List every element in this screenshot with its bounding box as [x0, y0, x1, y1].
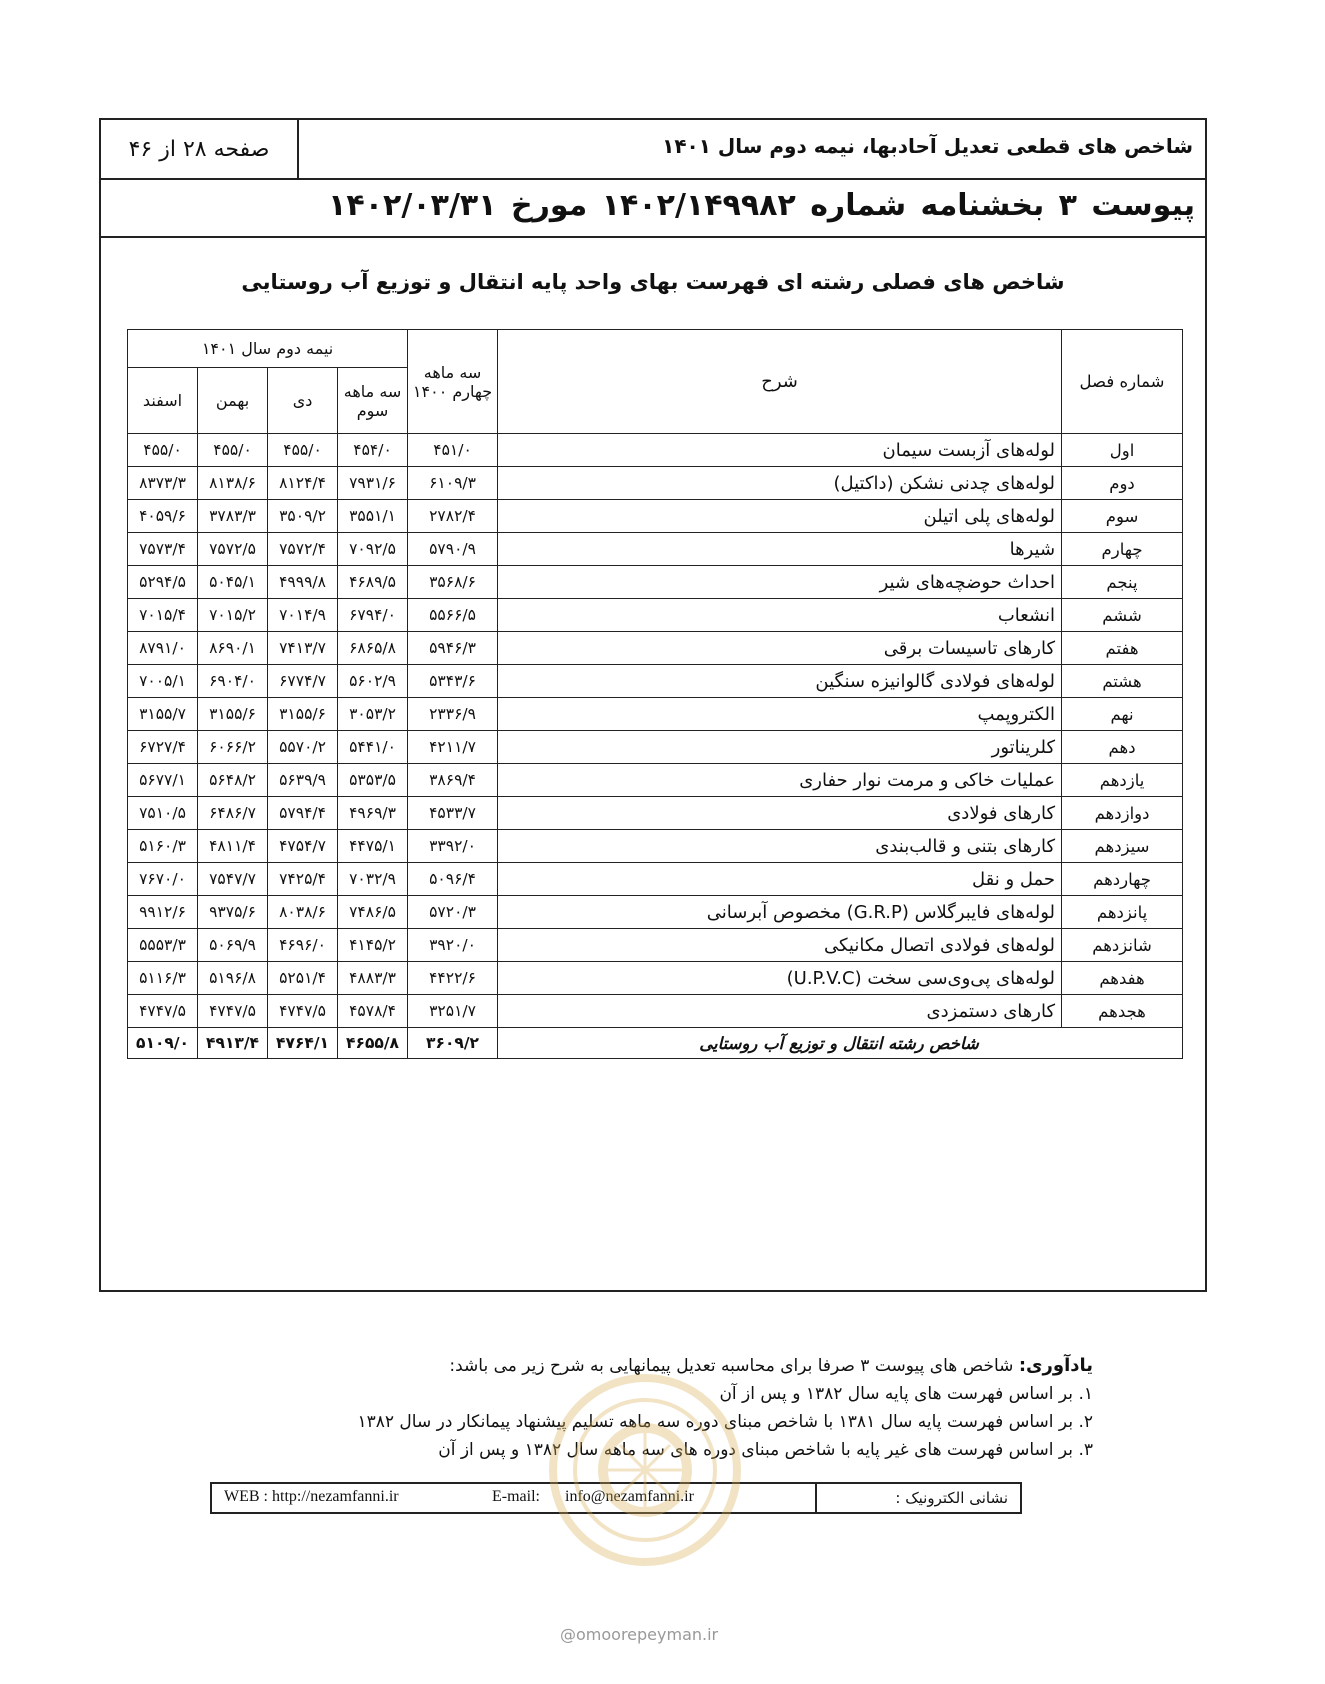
col-header-bahman: بهمن	[198, 368, 268, 434]
cell-q3: ۵۶۰۲/۹	[338, 665, 408, 698]
cell-chapter: پنجم	[1062, 566, 1183, 599]
table-row	[128, 467, 1183, 500]
cell-q3: ۷۰۹۲/۵	[338, 533, 408, 566]
cell-dey: ۷۵۷۲/۴	[268, 533, 338, 566]
cell-chapter: یازدهم	[1062, 764, 1183, 797]
table-row	[128, 995, 1183, 1028]
watermark-seal-icon	[545, 1320, 745, 1590]
cell-esfand: ۷۰۰۵/۱	[128, 665, 198, 698]
cell-total-bahman: ۴۹۱۳/۴	[198, 1028, 268, 1059]
footer-email-link[interactable]: info@nezamfanni.ir	[565, 1488, 694, 1505]
cell-dey: ۵۷۹۴/۴	[268, 797, 338, 830]
cell-description: لوله‌های پلی اتیلن	[498, 500, 1062, 533]
cell-q4-1400: ۵۳۴۳/۶	[408, 665, 498, 698]
col-header-q3	[338, 368, 408, 434]
cell-description: کارهای فولادی	[498, 797, 1062, 830]
cell-description: احداث حوضچه‌های شیر	[498, 566, 1062, 599]
cell-chapter: هجدهم	[1062, 995, 1183, 1028]
cell-dey: ۷۴۲۵/۴	[268, 863, 338, 896]
cell-bahman: ۴۷۴۷/۵	[198, 995, 268, 1028]
cell-q4-1400: ۳۲۵۱/۷	[408, 995, 498, 1028]
table-row	[128, 863, 1183, 896]
table-row	[128, 896, 1183, 929]
cell-q4-1400: ۴۴۲۲/۶	[408, 962, 498, 995]
cell-dey: ۵۵۷۰/۲	[268, 731, 338, 764]
cell-esfand: ۴۷۴۷/۵	[128, 995, 198, 1028]
notes-lead: یادآوری:	[1018, 1355, 1093, 1376]
cell-dey: ۴۷۴۷/۵	[268, 995, 338, 1028]
notes-item-2: ۲. بر اساس فهرست پایه سال ۱۳۸۱ با شاخص مبنای دوره سه ماهه تسلیم پیشنهاد پیمانکار در سال ۱۳۸۲	[357, 1412, 1093, 1432]
cell-chapter: اول	[1062, 434, 1183, 467]
col-header-esfand: اسفند	[128, 368, 198, 434]
cell-q3: ۶۸۶۵/۸	[338, 632, 408, 665]
table-row	[128, 533, 1183, 566]
cell-description: لوله‌های فولادی گالوانیزه سنگین	[498, 665, 1062, 698]
page-number: صفحه ۲۸ از ۴۶	[101, 120, 299, 178]
footer-web-link[interactable]: WEB : http://nezamfanni.ir	[224, 1488, 399, 1505]
cell-q4-1400: ۵۵۶۶/۵	[408, 599, 498, 632]
table-row	[128, 830, 1183, 863]
cell-bahman: ۹۳۷۵/۶	[198, 896, 268, 929]
cell-description: کارهای دستمزدی	[498, 995, 1062, 1028]
cell-esfand: ۶۷۲۷/۴	[128, 731, 198, 764]
cell-description: لوله‌های آزبست سیمان	[498, 434, 1062, 467]
cell-dey: ۴۷۵۴/۷	[268, 830, 338, 863]
cell-q3: ۷۹۳۱/۶	[338, 467, 408, 500]
cell-q3: ۷۴۸۶/۵	[338, 896, 408, 929]
table-row	[128, 632, 1183, 665]
cell-chapter: هفدهم	[1062, 962, 1183, 995]
col-header-q3-line2: سوم	[356, 400, 389, 420]
cell-bahman: ۴۵۵/۰	[198, 434, 268, 467]
cell-bahman: ۷۰۱۵/۲	[198, 599, 268, 632]
cell-chapter: چهاردهم	[1062, 863, 1183, 896]
cell-q3: ۷۰۳۲/۹	[338, 863, 408, 896]
cell-description: کارهای تاسیسات برقی	[498, 632, 1062, 665]
footer-email-label: E-mail:	[492, 1488, 540, 1505]
cell-chapter: دهم	[1062, 731, 1183, 764]
col-header-q4-line1: سه ماهه	[423, 362, 482, 382]
cell-description: لوله‌های پی‌وی‌سی سخت (U.P.V.C)	[498, 962, 1062, 995]
col-header-description: شرح	[498, 330, 1062, 434]
cell-chapter: هشتم	[1062, 665, 1183, 698]
cell-q3: ۶۷۹۴/۰	[338, 599, 408, 632]
cell-q4-1400: ۵۹۴۶/۳	[408, 632, 498, 665]
cell-chapter: شانزدهم	[1062, 929, 1183, 962]
cell-q4-1400: ۴۲۱۱/۷	[408, 731, 498, 764]
cell-dey: ۶۷۷۴/۷	[268, 665, 338, 698]
cell-q4-1400: ۲۷۸۲/۴	[408, 500, 498, 533]
table-row	[128, 929, 1183, 962]
cell-bahman: ۵۰۴۵/۱	[198, 566, 268, 599]
index-table	[127, 329, 1183, 1059]
cell-description: لوله‌های فولادی اتصال مکانیکی	[498, 929, 1062, 962]
cell-bahman: ۵۱۹۶/۸	[198, 962, 268, 995]
cell-chapter: نهم	[1062, 698, 1183, 731]
cell-dey: ۳۱۵۵/۶	[268, 698, 338, 731]
cell-chapter: سیزدهم	[1062, 830, 1183, 863]
table-total-row	[128, 1028, 1183, 1059]
table-row	[128, 500, 1183, 533]
cell-q4-1400: ۳۹۲۰/۰	[408, 929, 498, 962]
cell-q4-1400: ۴۵۳۳/۷	[408, 797, 498, 830]
cell-chapter: دوم	[1062, 467, 1183, 500]
cell-dey: ۸۱۲۴/۴	[268, 467, 338, 500]
cell-esfand: ۹۹۱۲/۶	[128, 896, 198, 929]
cell-total-q3: ۴۶۵۵/۸	[338, 1028, 408, 1059]
appendix-row	[101, 180, 1205, 238]
table-subtitle: شاخص های فصلی رشته ای فهرست بهای واحد پایه انتقال و توزیع آب روستایی	[241, 270, 1065, 294]
table-row	[128, 764, 1183, 797]
header-row	[101, 120, 1205, 180]
cell-q3: ۴۵۴/۰	[338, 434, 408, 467]
cell-q3: ۴۸۸۳/۳	[338, 962, 408, 995]
col-header-q4-line2: چهارم ۱۴۰۰	[412, 381, 493, 401]
cell-description: شیرها	[498, 533, 1062, 566]
cell-chapter: دوازدهم	[1062, 797, 1183, 830]
col-header-chapter: شماره فصل	[1062, 330, 1183, 434]
cell-q4-1400: ۵۷۹۰/۹	[408, 533, 498, 566]
header-title: شاخص های قطعی تعدیل آحادبها، نیمه دوم سال ۱۴۰۱	[662, 134, 1193, 158]
cell-q4-1400: ۳۵۶۸/۶	[408, 566, 498, 599]
cell-dey: ۳۵۰۹/۲	[268, 500, 338, 533]
table-row	[128, 665, 1183, 698]
cell-esfand: ۵۵۵۳/۳	[128, 929, 198, 962]
cell-dey: ۷۰۱۴/۹	[268, 599, 338, 632]
cell-bahman: ۷۵۴۷/۷	[198, 863, 268, 896]
col-header-q4-1400	[408, 330, 498, 434]
cell-q3: ۵۳۵۳/۵	[338, 764, 408, 797]
col-header-q3-line1: سه ماهه	[343, 381, 402, 401]
cell-bahman: ۸۱۳۸/۶	[198, 467, 268, 500]
cell-description: لوله‌های فایبرگلاس (G.R.P) مخصوص آبرسانی	[498, 896, 1062, 929]
credit-watermark: @omoorepeyman.ir	[560, 1625, 719, 1644]
cell-description: لوله‌های چدنی نشکن (داکتیل)	[498, 467, 1062, 500]
col-header-dey: دی	[268, 368, 338, 434]
cell-dey: ۵۶۳۹/۹	[268, 764, 338, 797]
cell-q3: ۳۵۵۱/۱	[338, 500, 408, 533]
cell-q4-1400: ۶۱۰۹/۳	[408, 467, 498, 500]
cell-esfand: ۴۰۵۹/۶	[128, 500, 198, 533]
cell-esfand: ۵۶۷۷/۱	[128, 764, 198, 797]
cell-esfand: ۷۰۱۵/۴	[128, 599, 198, 632]
cell-esfand: ۵۲۹۴/۵	[128, 566, 198, 599]
cell-esfand: ۷۵۱۰/۵	[128, 797, 198, 830]
cell-q3: ۴۵۷۸/۴	[338, 995, 408, 1028]
cell-dey: ۴۹۹۹/۸	[268, 566, 338, 599]
cell-total-dey: ۴۷۶۴/۱	[268, 1028, 338, 1059]
cell-esfand: ۷۶۷۰/۰	[128, 863, 198, 896]
cell-q3: ۴۴۷۵/۱	[338, 830, 408, 863]
cell-total-label: شاخص رشته انتقال و توزیع آب روستایی	[498, 1028, 1183, 1059]
cell-esfand: ۷۵۷۳/۴	[128, 533, 198, 566]
cell-dey: ۴۶۹۶/۰	[268, 929, 338, 962]
table-row	[128, 731, 1183, 764]
cell-description: حمل و نقل	[498, 863, 1062, 896]
cell-description: کلریناتور	[498, 731, 1062, 764]
cell-q4-1400: ۳۸۶۹/۴	[408, 764, 498, 797]
cell-dey: ۵۲۵۱/۴	[268, 962, 338, 995]
cell-bahman: ۴۸۱۱/۴	[198, 830, 268, 863]
cell-esfand: ۸۳۷۳/۳	[128, 467, 198, 500]
appendix-title: پیوست ۳ بخشنامه شماره ۱۴۰۲/۱۴۹۹۸۲ مورخ ۱۴۰۲/۰۳/۳۱	[328, 188, 1195, 223]
cell-description: انشعاب	[498, 599, 1062, 632]
cell-total-esfand: ۵۱۰۹/۰	[128, 1028, 198, 1059]
cell-chapter: ششم	[1062, 599, 1183, 632]
cell-bahman: ۷۵۷۲/۵	[198, 533, 268, 566]
cell-esfand: ۳۱۵۵/۷	[128, 698, 198, 731]
notes-item-1: ۱. بر اساس فهرست های پایه سال ۱۳۸۲ و پس از آن	[719, 1384, 1093, 1404]
cell-q3: ۴۱۴۵/۲	[338, 929, 408, 962]
cell-q4-1400: ۳۳۹۲/۰	[408, 830, 498, 863]
cell-bahman: ۳۷۸۳/۳	[198, 500, 268, 533]
cell-q4-1400: ۲۳۳۶/۹	[408, 698, 498, 731]
table-row	[128, 698, 1183, 731]
footer-label: نشانی الکترونیک :	[815, 1484, 1020, 1512]
table-row	[128, 566, 1183, 599]
cell-q3: ۴۶۸۹/۵	[338, 566, 408, 599]
cell-description: کارهای بتنی و قالب‌بندی	[498, 830, 1062, 863]
cell-dey: ۸۰۳۸/۶	[268, 896, 338, 929]
cell-total-q4-1400: ۳۶۰۹/۲	[408, 1028, 498, 1059]
cell-chapter: پانزدهم	[1062, 896, 1183, 929]
cell-dey: ۴۵۵/۰	[268, 434, 338, 467]
cell-bahman: ۵۶۴۸/۲	[198, 764, 268, 797]
cell-chapter: چهارم	[1062, 533, 1183, 566]
group-header-second-half: نیمه دوم سال ۱۴۰۱	[128, 330, 408, 368]
cell-dey: ۷۴۱۳/۷	[268, 632, 338, 665]
notes-item-3: ۳. بر اساس فهرست های غیر پایه با شاخص مبنای دوره های سه ماهه سال ۱۳۸۲ و پس از آن	[438, 1440, 1093, 1460]
cell-chapter: هفتم	[1062, 632, 1183, 665]
cell-esfand: ۵۱۶۰/۳	[128, 830, 198, 863]
cell-bahman: ۸۶۹۰/۱	[198, 632, 268, 665]
cell-esfand: ۵۱۱۶/۳	[128, 962, 198, 995]
cell-q3: ۵۴۴۱/۰	[338, 731, 408, 764]
cell-esfand: ۴۵۵/۰	[128, 434, 198, 467]
cell-bahman: ۶۹۰۴/۰	[198, 665, 268, 698]
cell-bahman: ۳۱۵۵/۶	[198, 698, 268, 731]
cell-q4-1400: ۵۰۹۶/۴	[408, 863, 498, 896]
cell-q4-1400: ۴۵۱/۰	[408, 434, 498, 467]
cell-bahman: ۶۴۸۶/۷	[198, 797, 268, 830]
page-frame	[99, 118, 1207, 1292]
notes-intro: شاخص های پیوست ۳ صرفا برای محاسبه تعدیل پیمانهایی به شرح زیر می باشد:	[449, 1356, 1019, 1376]
cell-q3: ۳۰۵۳/۲	[338, 698, 408, 731]
cell-description: الکتروپمپ	[498, 698, 1062, 731]
table-row	[128, 797, 1183, 830]
cell-bahman: ۶۰۶۶/۲	[198, 731, 268, 764]
cell-chapter: سوم	[1062, 500, 1183, 533]
cell-bahman: ۵۰۶۹/۹	[198, 929, 268, 962]
table-row	[128, 599, 1183, 632]
cell-esfand: ۸۷۹۱/۰	[128, 632, 198, 665]
table-row	[128, 962, 1183, 995]
cell-q4-1400: ۵۷۲۰/۳	[408, 896, 498, 929]
cell-q3: ۴۹۶۹/۳	[338, 797, 408, 830]
table-row	[128, 434, 1183, 467]
cell-description: عملیات خاکی و مرمت نوار حفاری	[498, 764, 1062, 797]
